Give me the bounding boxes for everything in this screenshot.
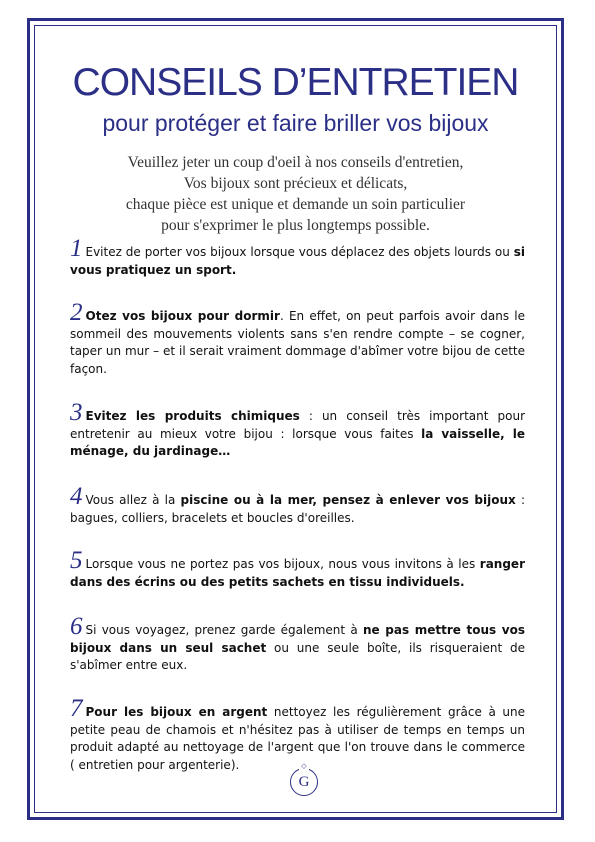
tip-bold-text: Otez vos bijoux pour dormir	[85, 309, 280, 323]
intro-line: Veuillez jeter un coup d'oeil à nos conseils d'entretien,	[127, 154, 464, 171]
tip-3	[70, 399, 525, 461]
tip-text: : un conseil très important pour entretenir au mieux votre bijou : lorsque vous faites	[70, 409, 525, 441]
tip-bold-text: la vaisselle, le ménage, du jardinage…	[70, 426, 525, 458]
tip-text: nettoyez les régulièrement grâce à une petite peau de chamois et n'hésitez pas à utiliser de temps en temps un produit adapté au nettoyage de l'argent que l'on trouve dans le commerce ( entretien pour argenterie).	[70, 705, 526, 772]
diamond-glyph: ◇	[301, 762, 307, 770]
tip-text: ou une seule boîte, ils risqueraient de s'abîmer entre eux.	[70, 640, 525, 672]
brand-logo-letter: G	[298, 773, 310, 790]
tip-bold-text: ranger dans des écrins ou des petits sachets en tissu individuels.	[70, 557, 525, 589]
tip-5	[70, 547, 525, 591]
page-title: CONSEILS D’ENTRETIEN	[72, 61, 519, 104]
tip-1	[70, 235, 525, 279]
page-subtitle: pour protéger et faire briller vos bijoux	[102, 110, 489, 136]
tip-text: Lorsque vous ne portez pas vos bijoux, nous vous invitons à les	[85, 557, 480, 571]
tip-bold-text: Evitez les produits chimiques	[85, 409, 300, 423]
tip-text: Evitez de porter vos bijoux lorsque vous déplacez des objets lourds ou	[85, 245, 514, 259]
tip-text: Si vous voyagez, prenez garde également à	[85, 623, 363, 637]
tip-number: 4	[70, 483, 83, 510]
tip-number: 7	[70, 695, 83, 722]
tip-bold-text: ne pas mettre tous vos bijoux dans un seul sachet	[70, 623, 525, 655]
tip-number: 1	[70, 235, 83, 262]
tip-bold-text: piscine ou à la mer, pensez à enlever vos bijoux	[180, 493, 516, 507]
tip-bold-text: si vous pratiquez un sport.	[70, 245, 525, 277]
brand-logo	[290, 768, 318, 796]
diamond-icon	[299, 762, 309, 770]
tip-text: . En effet, on peut parfois avoir dans le sommeil des mouvements violents sans s'en rendre compte – se cogner, taper un mur – et il serait vraiment dommage d'abîmer votre bijou de cette façon.	[70, 309, 525, 376]
tip-bold-text: Pour les bijoux en argent	[85, 705, 268, 719]
tip-2	[70, 299, 525, 378]
tip-text: Vous allez à la	[85, 493, 181, 507]
intro-line: pour s'exprimer le plus longtemps possible.	[161, 217, 430, 234]
intro-paragraph	[70, 152, 521, 236]
intro-line: Vos bijoux sont précieux et délicats,	[183, 175, 408, 192]
tip-6	[70, 613, 525, 675]
tip-number: 6	[70, 613, 83, 640]
tip-text: : bagues, colliers, bracelets et boucles d'oreilles.	[70, 493, 526, 525]
intro-line: chaque pièce est unique et demande un soin particulier	[125, 196, 466, 213]
tip-number: 2	[70, 299, 83, 326]
tip-7	[70, 695, 526, 774]
tip-number: 3	[70, 399, 83, 426]
tip-4	[70, 483, 526, 527]
tip-number: 5	[70, 547, 83, 574]
